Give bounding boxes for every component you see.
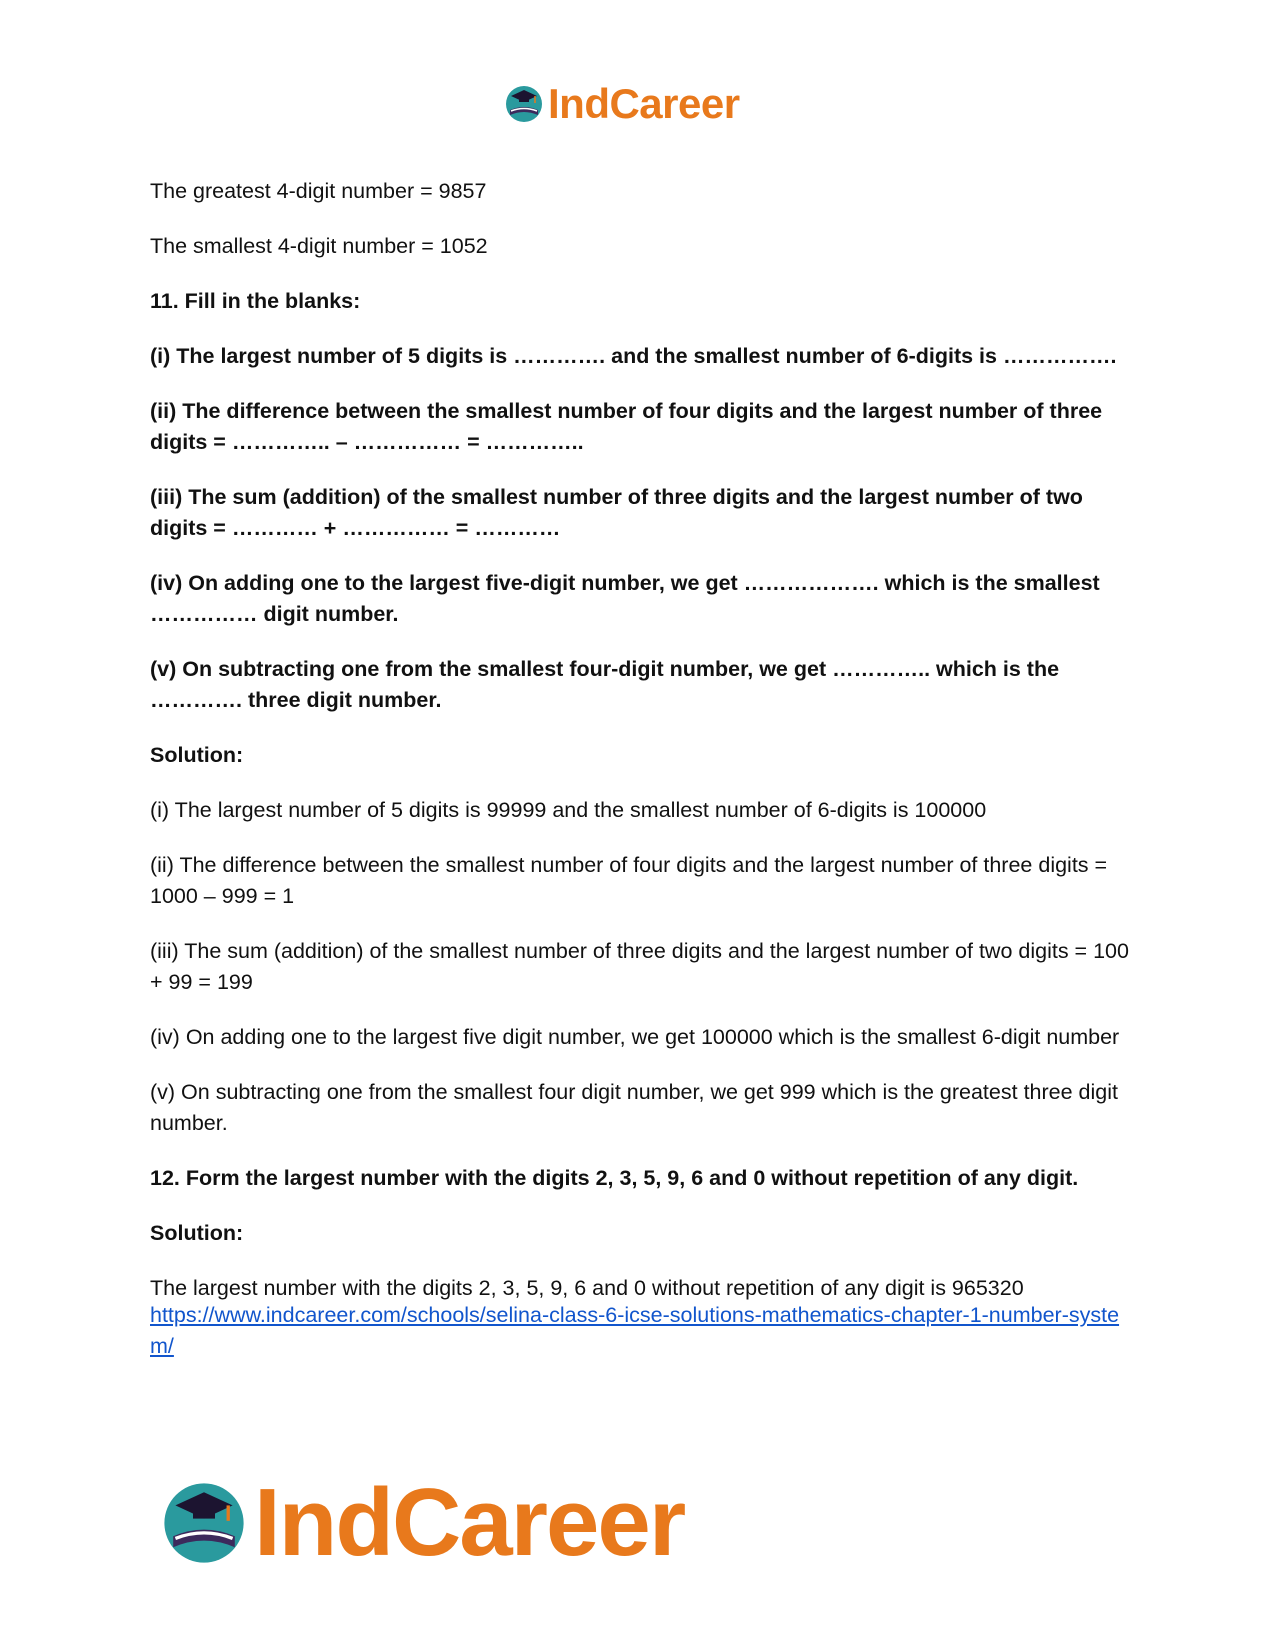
answer-item: (iii) The sum (addition) of the smallest number of three digits and the largest number of two digits = 100 + 99 = 199	[150, 939, 1129, 994]
question-11-item: (i) The largest number of 5 digits is …………. and the smallest number of 6-digits is …………….	[150, 344, 1117, 368]
document-body	[150, 176, 1130, 1362]
answer-item: (i) The largest number of 5 digits is 99999 and the smallest number of 6-digits is 100000	[150, 798, 987, 822]
graduation-book-globe-icon	[504, 84, 544, 124]
header-logo	[504, 80, 740, 128]
question-11-item: (iv) On adding one to the largest five-digit number, we get ………………. which is the smallest …………… digit number.	[150, 571, 1100, 626]
question-11-item: (v) On subtracting one from the smallest four-digit number, we get ………….. which is the …………. three digit number.	[150, 657, 1060, 712]
logo-text: IndCareer	[548, 80, 740, 127]
question-12-title: 12. Form the largest number with the digits 2, 3, 5, 9, 6 and 0 without repetition of any digit.	[150, 1166, 1079, 1190]
question-11-title: 11. Fill in the blanks:	[150, 289, 361, 313]
question-11-item: (iii) The sum (addition) of the smallest number of three digits and the largest number of two digits = ………… + …………… = …………	[150, 485, 1083, 540]
logo-text: IndCareer	[254, 1469, 685, 1576]
smallest-4-digit-line: The smallest 4-digit number = 1052	[150, 234, 488, 258]
greatest-4-digit-line: The greatest 4-digit number = 9857	[150, 179, 487, 203]
graduation-book-globe-icon	[160, 1479, 248, 1567]
solution-label: Solution:	[150, 1221, 244, 1245]
question-11-item: (ii) The difference between the smallest number of four digits and the largest number of three digits = ………….. – …………… = …………..	[150, 399, 1103, 454]
source-link[interactable]: https://www.indcareer.com/schools/selina-class-6-icse-solutions-mathematics-chapter-1-number-system/	[150, 1303, 1120, 1358]
solution-label: Solution:	[150, 743, 244, 767]
footer-logo	[160, 1468, 684, 1578]
answer-item: (iv) On adding one to the largest five digit number, we get 100000 which is the smallest 6-digit number	[150, 1025, 1120, 1049]
question-12-answer: The largest number with the digits 2, 3, 5, 9, 6 and 0 without repetition of any digit is 965320	[150, 1276, 1024, 1300]
answer-item: (v) On subtracting one from the smallest four digit number, we get 999 which is the greatest three digit number.	[150, 1080, 1118, 1135]
answer-item: (ii) The difference between the smallest number of four digits and the largest number of three digits = 1000 – 999 = 1	[150, 853, 1108, 908]
